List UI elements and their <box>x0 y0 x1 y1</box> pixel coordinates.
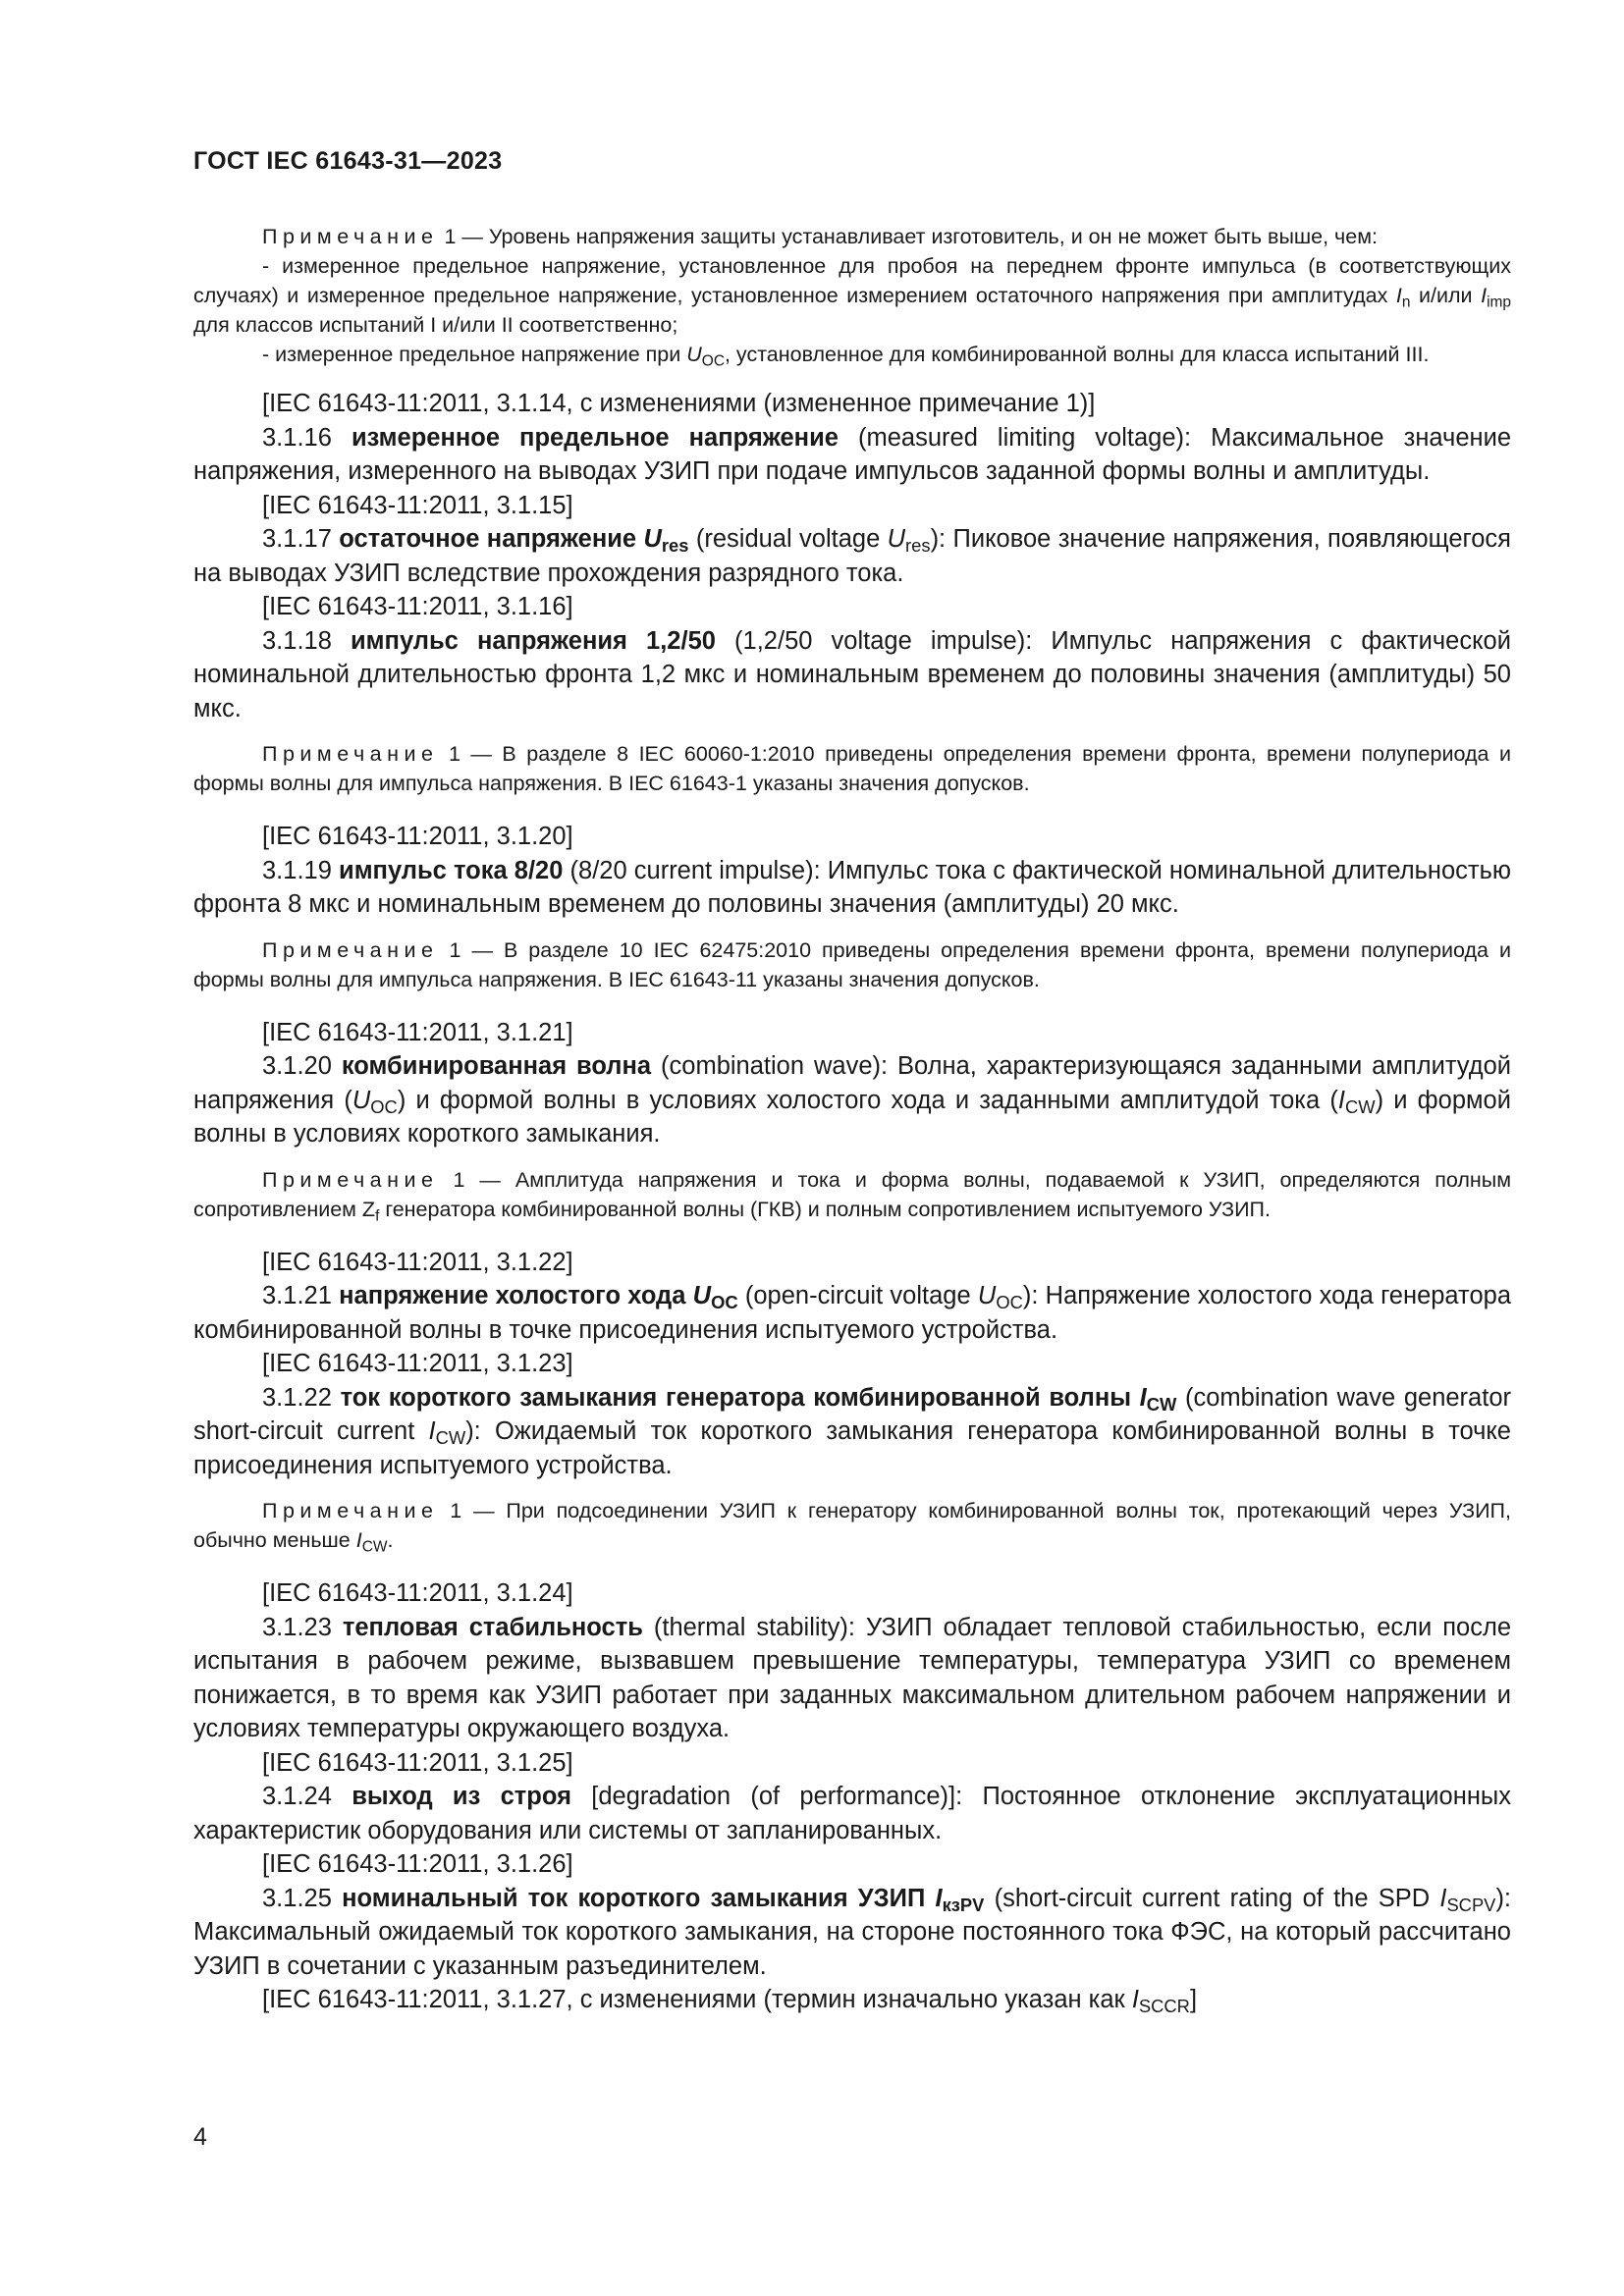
note-label: Примечание <box>262 1499 439 1522</box>
source-reference: [IEC 61643-11:2011, 3.1.27, с изменениями (термин изначально указан как $I_{SCCR}$] <box>262 1986 1198 2017</box>
note-paragraph: Примечание 1 — Амплитуда напряжения и тока и форма волны, подаваемой к УЗИП, определяются полным сопротивлением $Z_f$ генератора комбинированной волны (ГКВ) и полным сопротивлением испытуемого УЗИП. <box>193 1167 1511 1224</box>
page-number: 4 <box>193 2123 207 2151</box>
term-definition-3-1-25: 3.1.25 номинальный ток короткого замыкания УЗИП $I_{кзPV}$ (short-circuit current rating of the SPD $I_{SCPV}$): Максимальный ожидаемый ток короткого замыкания, на стороне постоянного тока ФЭС, на который рассчитано УЗИП в сочетании с указанным разъединителем. <box>193 1884 1512 1980</box>
term-name: тепловая стабильность <box>342 1613 643 1641</box>
source-reference: [IEC 61643-11:2011, 3.1.23] <box>262 1350 573 1377</box>
note-label: Примечание <box>262 742 439 766</box>
term-definition-3-1-22: 3.1.22 ток короткого замыкания генератора комбинированной волны $I_{CW}$ (combination wave generator short-circuit current $I_{CW}$): Ожидаемый ток короткого замыкания генератора комбинированной волны в точке присоединения испытуемого устройства. <box>193 1383 1511 1479</box>
term-name: выход из строя <box>352 1783 571 1810</box>
note-label: Примечание <box>262 937 439 962</box>
document-header: ГОСТ IEC 61643-31—2023 <box>193 147 503 175</box>
term-name: измеренное предельное напряжение <box>351 423 839 452</box>
source-reference: [IEC 61643-11:2011, 3.1.14, с изменениями (измененное примечание 1)] <box>262 390 1096 417</box>
note-paragraph: Примечание 1 — В разделе 8 IEC 60060-1:2010 приведены определения времени фронта, времени полупериода и формы волны для импульса напряжения. В IEC 61643-1 указаны значения допусков. <box>193 742 1511 795</box>
term-name: комбинированная волна <box>341 1052 652 1080</box>
term-definition-3-1-19: 3.1.19 импульс тока 8/20 (8/20 current impulse): Импульс тока с фактической номинальной длительностью фронта 8 мкс и номинальным временем до половины значения (амплитуды) 20 мкс. <box>193 856 1511 918</box>
source-reference: [IEC 61643-11:2011, 3.1.16] <box>262 593 573 620</box>
note-paragraph: Примечание 1 — Уровень напряжения защиты устанавливает изготовитель, и он не может быть выше, чем: <box>262 225 1378 248</box>
term-definition-3-1-16: 3.1.16 измеренное предельное напряжение (measured limiting voltage): Максимальное значение напряжения, измеренного на выводах УЗИП при подаче импульсов заданной формы волны и амплитуды. <box>193 423 1512 485</box>
source-reference: [IEC 61643-11:2011, 3.1.21] <box>262 1018 573 1046</box>
term-name: импульс напряжения 1,2/50 <box>351 626 716 655</box>
note-label: Примечание <box>262 1167 439 1192</box>
term-name: остаточное напряжение <box>339 525 644 553</box>
term-definition-3-1-24: 3.1.24 выход из строя [degradation (of performance)]: Постоянное отклонение эксплуатационных характеристик оборудования или системы от запланированных. <box>193 1783 1511 1844</box>
source-reference: [IEC 61643-11:2011, 3.1.22] <box>262 1248 573 1276</box>
term-definition-3-1-18: 3.1.18 импульс напряжения 1,2/50 (1,2/50 voltage impulse): Импульс напряжения с фактической номинальной длительностью фронта 1,2 мкс и номинальным временем до половины значения (амплитуды) 50 мкс. <box>193 626 1511 722</box>
term-definition-3-1-20: 3.1.20 комбинированная волна (combination wave): Волна, характеризующаяся заданными амплитудой напряжения $(U_{OC})$ и формой волны в условиях холостого хода и заданными амплитудой тока $(I_{CW})$ и формой волны в условиях короткого замыкания. <box>193 1052 1511 1148</box>
term-name: напряжение холостого хода <box>339 1282 693 1309</box>
term-definition-3-1-23: 3.1.23 тепловая стабильность (thermal stability): УЗИП обладает тепловой стабильностью, если после испытания в рабочем режиме, вызвавшем превышение температуры, температура УЗИП со временем понижается, в то время как УЗИП работает при заданных максимальном длительном рабочем напряжении и условиях температуры окружающего воздуха. <box>193 1613 1512 1742</box>
document-body <box>193 222 1511 2017</box>
term-definition-3-1-17: 3.1.17 остаточное напряжение $U_{res}$ (residual voltage $U_{res}$): Пиковое значение напряжения, появляющегося на выводах УЗИП вследствие прохождения разрядного тока. <box>193 525 1511 587</box>
term-name: номинальный ток короткого замыкания УЗИП <box>342 1884 936 1912</box>
source-reference: [IEC 61643-11:2011, 3.1.26] <box>262 1850 573 1878</box>
term-name: ток короткого замыкания генератора комбинированной волны <box>340 1383 1140 1412</box>
note-paragraph: Примечание 1 — При подсоединении УЗИП к генератору комбинированной волны ток, протекающий через УЗИП, обычно меньше $I_{CW}$. <box>193 1499 1511 1556</box>
source-reference: [IEC 61643-11:2011, 3.1.25] <box>262 1748 573 1777</box>
source-reference: [IEC 61643-11:2011, 3.1.15] <box>262 491 573 519</box>
source-reference: [IEC 61643-11:2011, 3.1.20] <box>262 823 573 850</box>
term-name: импульс тока 8/20 <box>339 856 564 884</box>
note-paragraph: Примечание 1 — В разделе 10 IEC 62475:2010 приведены определения времени фронта, времени полупериода и формы волны для импульса напряжения. В IEC 61643-11 указаны значения допусков. <box>193 937 1511 991</box>
note-list-item: - измеренное предельное напряжение при $U_{OC}$, установленное для комбинированной волны для класса испытаний III. <box>262 343 1430 370</box>
note-label: Примечание <box>262 225 439 248</box>
term-definition-3-1-21: 3.1.21 напряжение холостого хода $U_{OC}$ (open-circuit voltage $U_{OC}$): Напряжение холостого хода генератора комбинированной волны в точке присоединения испытуемого устройства. <box>193 1282 1511 1344</box>
note-list-item: - измеренное предельное напряжение, установленное для пробоя на переднем фронте импульса (в соответствующих случаях) и измеренное предельное напряжение, установленное измерением остаточного напряжения при амплитудах $I_n$ и/или $I_{imp}$ для классов испытаний I и/или II соответственно; <box>193 254 1511 337</box>
source-reference: [IEC 61643-11:2011, 3.1.24] <box>262 1579 573 1607</box>
